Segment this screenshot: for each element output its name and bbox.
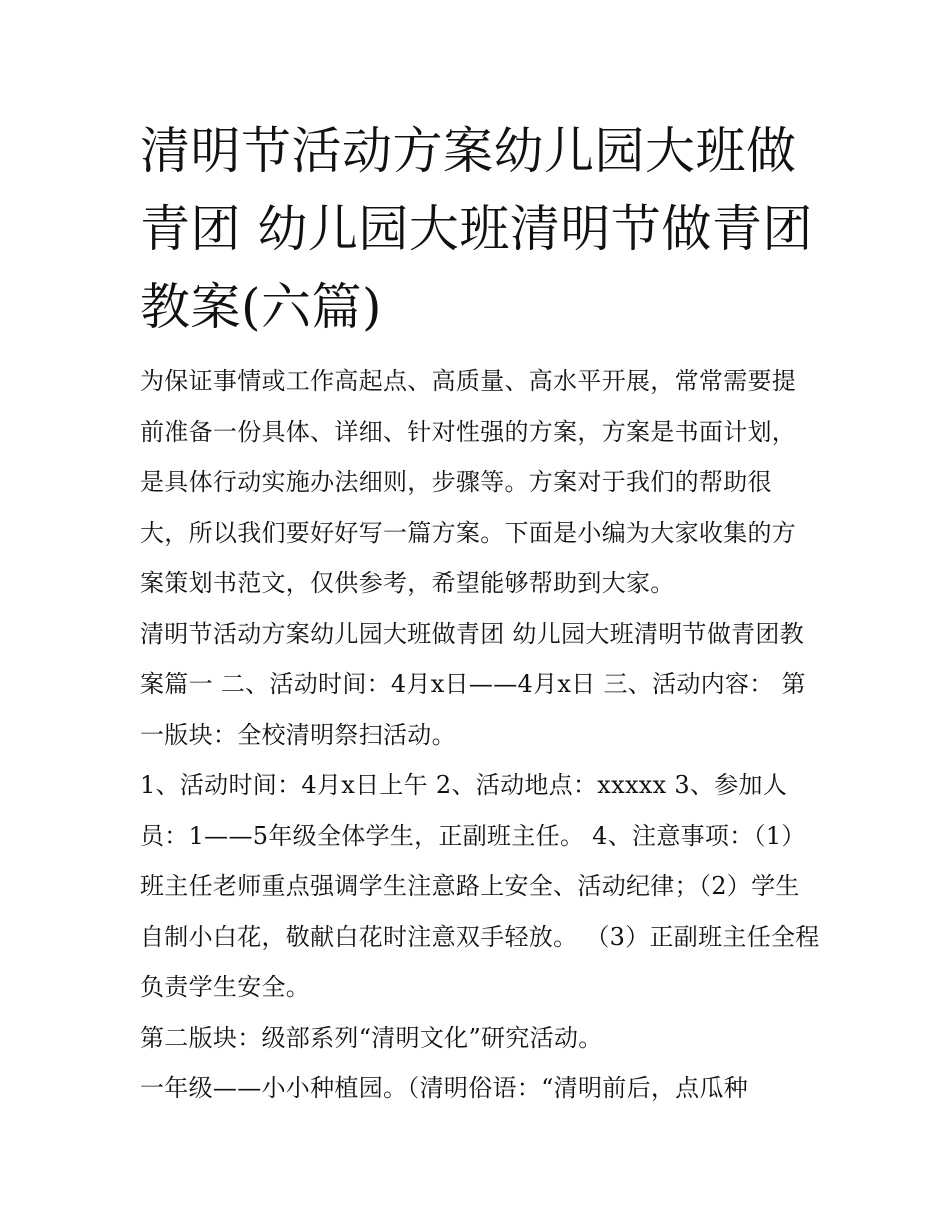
document-title: 清明节活动方案幼儿园大班做青团 幼儿园大班清明节做青团教案(六篇) bbox=[140, 122, 813, 336]
paragraph-grade-one: 一年级——小小种植园。（清明俗语：“清明前后，点瓜种 bbox=[140, 1074, 749, 1102]
paragraph-activity-details: 1、活动时间：4月x日上午 2、活动地点：xxxxx 3、参加人员：1——5年级全体学生，正副班主任。 4、注意事项：（1）班主任老师重点强调学生注意路上安全、活动纪律；（2）学生自制小白花，敬献白花时注意双手轻放。 （3）正副班主任全程负责学生安全。 bbox=[140, 771, 820, 1001]
document-page bbox=[140, 112, 820, 1114]
paragraph-plan-one: 清明节活动方案幼儿园大班做青团 幼儿园大班清明节做青团教案篇一 二、活动时间：4月x日——4月x日 三、活动内容： 第一版块：全校清明祭扫活动。 bbox=[140, 619, 806, 749]
paragraph-section-two: 第二版块：级部系列“清明文化”研究活动。 bbox=[140, 1023, 603, 1052]
paragraph-intro: 为保证事情或工作高起点、高质量、高水平开展，常常需要提前准备一份具体、详细、针对性强的方案，方案是书面计划，是具体行动实施办法细则，步骤等。方案对于我们的帮助很大，所以我们要好好写一篇方案。下面是小编为大家收集的方案策划书范文，仅供参考，希望能够帮助到大家。 bbox=[140, 367, 797, 597]
